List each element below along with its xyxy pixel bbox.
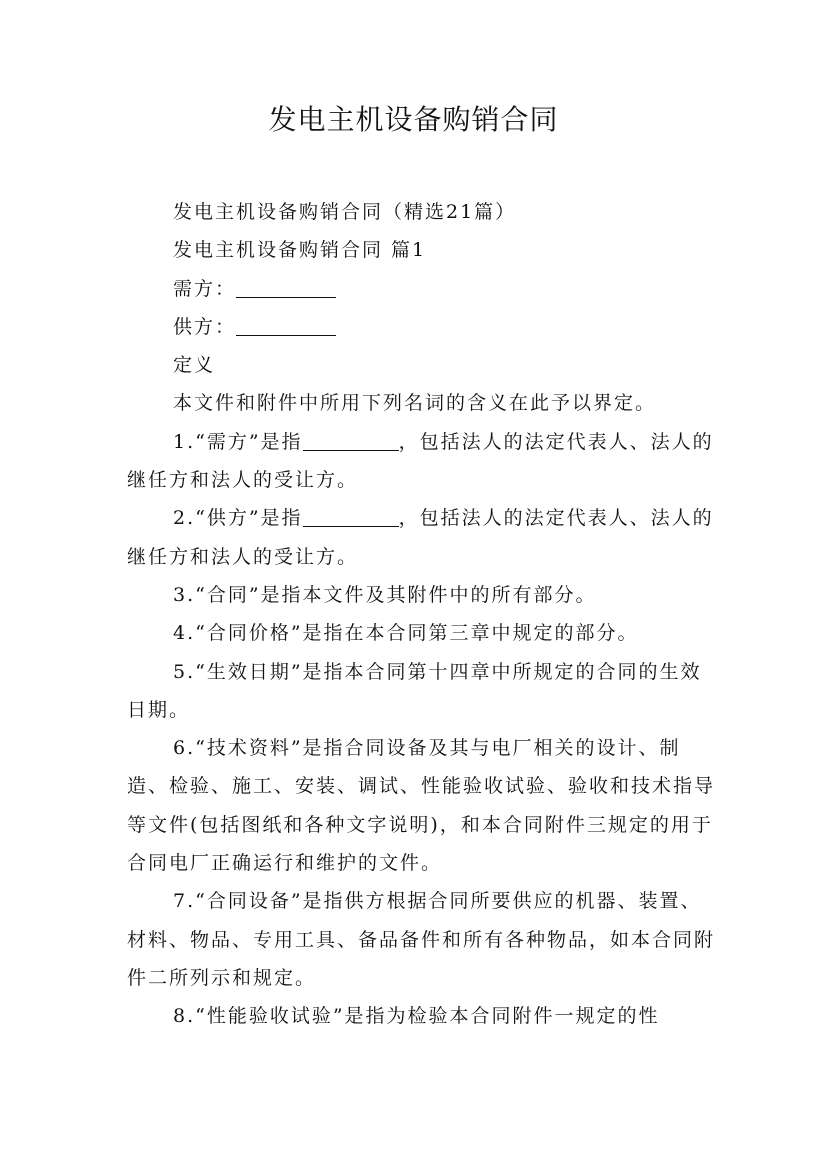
buyer-line [127, 270, 717, 308]
definition-item-3: 3.“合同”是指本文件及其附件中的所有部分。 [173, 583, 597, 606]
buyer-blank [236, 277, 336, 298]
document-body [127, 193, 717, 1036]
definitions-heading: 定义 [173, 354, 216, 377]
supplier-blank [236, 315, 336, 336]
definition-item-2-prefix: 2.“供方”是指 [173, 507, 303, 530]
definition-item-5: 5.“生效日期”是指本合同第十四章中所规定的合同的生效日期。 [127, 660, 702, 721]
supplier-label: 供方： [173, 315, 237, 338]
definition-item-6: 6.“技术资料”是指合同设备及其与电厂相关的设计、制造、检验、施工、安装、调试、性能验收试验、验收和技术指导等文件(包括图纸和各种文字说明)，和本合同附件三规定的用于合同电厂正确运行和维护的文件。 [127, 737, 716, 875]
document-title: 发电主机设备购销合同 [268, 103, 559, 136]
definition-item-1 [127, 423, 717, 500]
definition-item-1-blank [303, 430, 399, 451]
definition-item-2-suffix: ，包括法人的法定代表人、法人的继任方和法人的受让方。 [127, 507, 714, 568]
section-heading: 发电主机设备购销合同 篇1 [173, 239, 427, 262]
supplier-line [127, 308, 717, 346]
definition-item-7: 7.“合同设备”是指供方根据合同所要供应的机器、装置、材料、物品、专用工具、备品备件和所有各种物品，如本合同附件二所列示和规定。 [127, 890, 716, 989]
definition-item-1-prefix: 1.“需方”是指 [173, 430, 303, 453]
buyer-label: 需方： [173, 277, 237, 300]
definition-item-2-blank [303, 506, 399, 527]
definitions-intro: 本文件和附件中所用下列名词的含义在此予以界定。 [173, 392, 657, 415]
definition-item-4: 4.“合同价格”是指在本合同第三章中规定的部分。 [173, 622, 639, 645]
definition-item-1-suffix: ，包括法人的法定代表人、法人的继任方和法人的受让方。 [127, 430, 714, 492]
definition-item-2 [127, 499, 717, 576]
document-subtitle: 发电主机设备购销合同（精选21篇） [173, 201, 517, 223]
definition-item-8: 8.“性能验收试验”是指为检验本合同附件一规定的性 [173, 1005, 660, 1028]
